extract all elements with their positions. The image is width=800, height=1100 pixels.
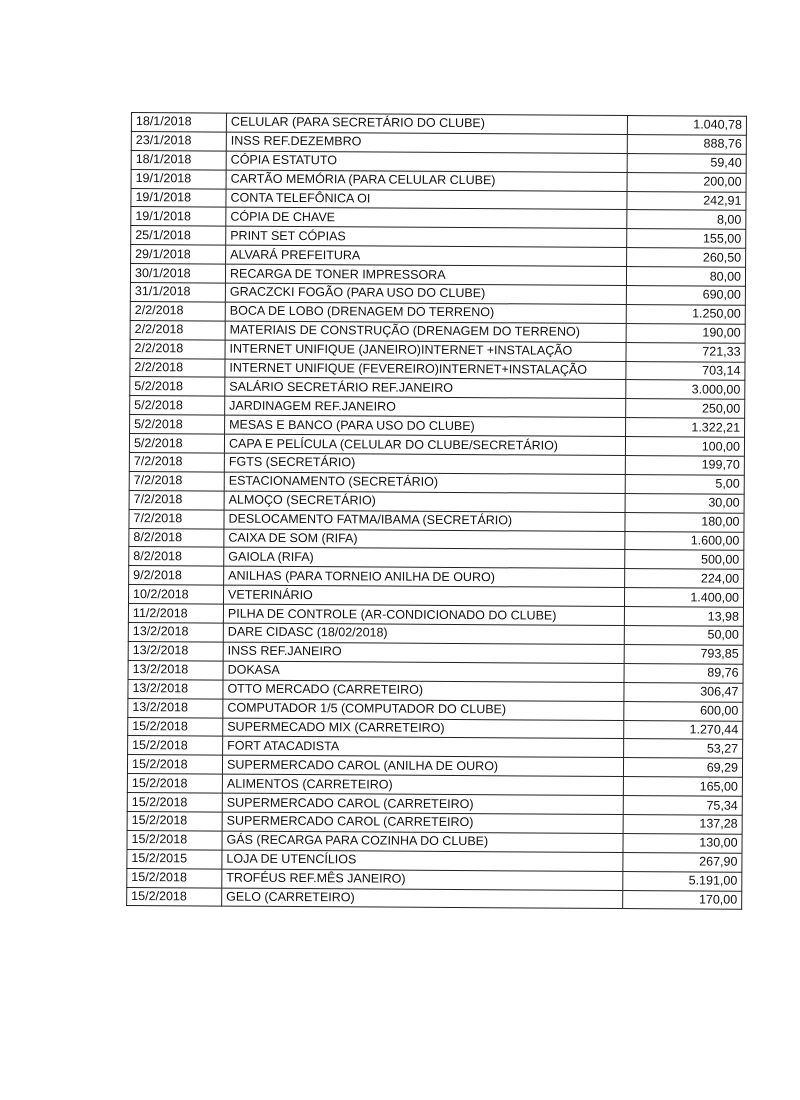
date-cell: 15/2/2018 — [127, 793, 222, 812]
amount-cell: 137,28 — [623, 814, 742, 834]
expense-table — [126, 112, 747, 910]
description-cell: SUPERMERCADO CAROL (CARRETEIRO) — [222, 793, 623, 814]
amount-cell: 5,00 — [625, 474, 744, 494]
description-cell: BOCA DE LOBO (DRENAGEM DO TERRENO) — [225, 302, 626, 323]
description-cell: TROFÉUS REF.MÊS JANEIRO) — [222, 869, 623, 890]
amount-cell: 224,00 — [625, 569, 744, 589]
description-cell: ALVARÁ PREFEITURA — [226, 245, 627, 266]
date-cell: 13/2/2018 — [128, 660, 223, 679]
amount-cell: 1.270,44 — [624, 720, 743, 740]
amount-cell: 1.040,78 — [627, 116, 746, 136]
description-cell: DOKASA — [223, 661, 624, 682]
description-cell: GÁS (RECARGA PARA COZINHA DO CLUBE) — [222, 831, 623, 852]
amount-cell: 1.250,00 — [626, 304, 745, 324]
description-cell: CÓPIA DE CHAVE — [226, 208, 627, 229]
date-cell: 15/2/2018 — [127, 755, 222, 774]
description-cell: VETERINÁRIO — [223, 585, 624, 606]
date-cell: 13/2/2018 — [128, 679, 223, 698]
description-cell: INTERNET UNIFIQUE (JANEIRO)INTERNET +INSTALAÇÃO — [225, 340, 626, 361]
date-cell: 15/2/2018 — [127, 830, 222, 849]
amount-cell: 1.322,21 — [626, 418, 745, 438]
description-cell: SALÁRIO SECRETÁRIO REF.JANEIRO — [225, 378, 626, 399]
description-cell: CAIXA DE SOM (RIFA) — [224, 529, 625, 550]
amount-cell: 13,98 — [624, 607, 743, 627]
date-cell: 5/2/2018 — [130, 396, 225, 415]
description-cell: ANILHAS (PARA TORNEIO ANILHA DE OURO) — [224, 566, 625, 587]
date-cell: 2/2/2018 — [130, 320, 225, 339]
description-cell: SUPERMERCADO CAROL (CARRETEIRO) — [222, 812, 623, 833]
table-row — [127, 887, 742, 910]
date-cell: 18/1/2018 — [131, 113, 226, 132]
amount-cell: 1.400,00 — [624, 588, 743, 608]
description-cell: GRACZCKI FOGÃO (PARA USO DO CLUBE) — [225, 283, 626, 304]
amount-cell: 8,00 — [627, 210, 746, 230]
amount-cell: 100,00 — [625, 437, 744, 457]
date-cell: 23/1/2018 — [131, 131, 226, 150]
date-cell: 25/1/2018 — [131, 226, 226, 245]
description-cell: FGTS (SECRETÁRIO) — [224, 453, 625, 474]
amount-cell: 59,40 — [627, 153, 746, 173]
description-cell: ALIMENTOS (CARRETEIRO) — [222, 774, 623, 795]
date-cell: 19/1/2018 — [131, 188, 226, 207]
amount-cell: 306,47 — [624, 682, 743, 702]
date-cell: 2/2/2018 — [130, 301, 225, 320]
date-cell: 19/1/2018 — [131, 169, 226, 188]
amount-cell: 200,00 — [627, 172, 746, 192]
amount-cell: 267,90 — [623, 852, 742, 872]
amount-cell: 793,85 — [624, 644, 743, 664]
amount-cell: 50,00 — [624, 626, 743, 646]
amount-cell: 250,00 — [626, 399, 745, 419]
amount-cell: 5.191,00 — [623, 871, 742, 891]
description-cell: PRINT SET CÓPIAS — [226, 226, 627, 247]
date-cell: 5/2/2018 — [129, 434, 224, 453]
amount-cell: 703,14 — [626, 361, 745, 381]
date-cell: 19/1/2018 — [131, 207, 226, 226]
amount-cell: 155,00 — [627, 229, 746, 249]
date-cell: 10/2/2018 — [128, 585, 223, 604]
date-cell: 15/2/2018 — [127, 887, 222, 906]
date-cell: 30/1/2018 — [130, 264, 225, 283]
amount-cell: 80,00 — [626, 267, 745, 287]
amount-cell: 3.000,00 — [626, 380, 745, 400]
amount-cell: 199,70 — [625, 456, 744, 476]
date-cell: 8/2/2018 — [129, 528, 224, 547]
date-cell: 7/2/2018 — [129, 509, 224, 528]
date-cell: 5/2/2018 — [130, 377, 225, 396]
description-cell: ALMOÇO (SECRETÁRIO) — [224, 491, 625, 512]
description-cell: INSS REF.JANEIRO — [223, 642, 624, 663]
date-cell: 2/2/2018 — [130, 358, 225, 377]
description-cell: INSS REF.DEZEMBRO — [226, 132, 627, 153]
description-cell: DESLOCAMENTO FATMA/IBAMA (SECRETÁRIO) — [224, 510, 625, 531]
amount-cell: 242,91 — [627, 191, 746, 211]
date-cell: 13/2/2018 — [128, 623, 223, 642]
description-cell: CÓPIA ESTATUTO — [226, 151, 627, 172]
date-cell: 15/2/2018 — [128, 717, 223, 736]
date-cell: 15/2/2018 — [127, 774, 222, 793]
date-cell: 5/2/2018 — [130, 415, 225, 434]
description-cell: GAIOLA (RIFA) — [224, 548, 625, 569]
description-cell: JARDINAGEM REF.JANEIRO — [225, 396, 626, 417]
description-cell: COMPUTADOR 1/5 (COMPUTADOR DO CLUBE) — [223, 699, 624, 720]
description-cell: ESTACIONAMENTO (SECRETÁRIO) — [224, 472, 625, 493]
date-cell: 7/2/2018 — [129, 471, 224, 490]
description-cell: MESAS E BANCO (PARA USO DO CLUBE) — [225, 415, 626, 436]
description-cell: SUPERMERCADO CAROL (ANILHA DE OURO) — [222, 755, 623, 776]
description-cell: FORT ATACADISTA — [223, 736, 624, 757]
amount-cell: 888,76 — [627, 134, 746, 154]
date-cell: 7/2/2018 — [129, 490, 224, 509]
description-cell: DARE CIDASC (18/02/2018) — [223, 623, 624, 644]
date-cell: 11/2/2018 — [128, 604, 223, 623]
amount-cell: 53,27 — [624, 739, 743, 759]
description-cell: SUPERMECADO MIX (CARRETEIRO) — [223, 718, 624, 739]
amount-cell: 190,00 — [626, 323, 745, 343]
date-cell: 15/2/2015 — [127, 849, 222, 868]
amount-cell: 600,00 — [624, 701, 743, 721]
date-cell: 13/2/2018 — [128, 698, 223, 717]
amount-cell: 130,00 — [623, 833, 742, 853]
description-cell: MATERIAIS DE CONSTRUÇÃO (DRENAGEM DO TERRENO) — [225, 321, 626, 342]
date-cell: 7/2/2018 — [129, 453, 224, 472]
description-cell: RECARGA DE TONER IMPRESSORA — [225, 264, 626, 285]
date-cell: 15/2/2018 — [127, 868, 222, 887]
description-cell: CARTÃO MEMÓRIA (PARA CELULAR CLUBE) — [226, 170, 627, 191]
amount-cell: 1.600,00 — [625, 531, 744, 551]
amount-cell: 30,00 — [625, 493, 744, 513]
amount-cell: 721,33 — [626, 342, 745, 362]
date-cell: 31/1/2018 — [130, 283, 225, 302]
date-cell: 8/2/2018 — [129, 547, 224, 566]
date-cell: 13/2/2018 — [128, 641, 223, 660]
amount-cell: 89,76 — [624, 663, 743, 683]
description-cell: GELO (CARRETEIRO) — [222, 888, 623, 909]
expense-table-body — [127, 113, 747, 910]
amount-cell: 75,34 — [623, 796, 742, 816]
amount-cell: 260,50 — [627, 248, 746, 268]
description-cell: LOJA DE UTENCÍLIOS — [222, 850, 623, 871]
date-cell: 15/2/2018 — [127, 811, 222, 830]
amount-cell: 180,00 — [625, 512, 744, 532]
description-cell: PILHA DE CONTROLE (AR-CONDICIONADO DO CLUBE) — [223, 604, 624, 625]
date-cell: 2/2/2018 — [130, 339, 225, 358]
description-cell: CELULAR (PARA SECRETÁRIO DO CLUBE) — [226, 113, 627, 134]
description-cell: INTERNET UNIFIQUE (FEVEREIRO)INTERNET+INSTALAÇÃO — [225, 359, 626, 380]
amount-cell: 690,00 — [626, 286, 745, 306]
description-cell: CAPA E PELÍCULA (CELULAR DO CLUBE/SECRETÁRIO) — [224, 434, 625, 455]
date-cell: 18/1/2018 — [131, 150, 226, 169]
amount-cell: 170,00 — [623, 890, 742, 910]
date-cell: 15/2/2018 — [128, 736, 223, 755]
description-cell: OTTO MERCADO (CARRETEIRO) — [223, 680, 624, 701]
description-cell: CONTA TELEFÔNICA OI — [226, 189, 627, 210]
amount-cell: 165,00 — [623, 777, 742, 797]
date-cell: 9/2/2018 — [129, 566, 224, 585]
amount-cell: 500,00 — [625, 550, 744, 570]
date-cell: 29/1/2018 — [131, 245, 226, 264]
amount-cell: 69,29 — [623, 758, 742, 778]
